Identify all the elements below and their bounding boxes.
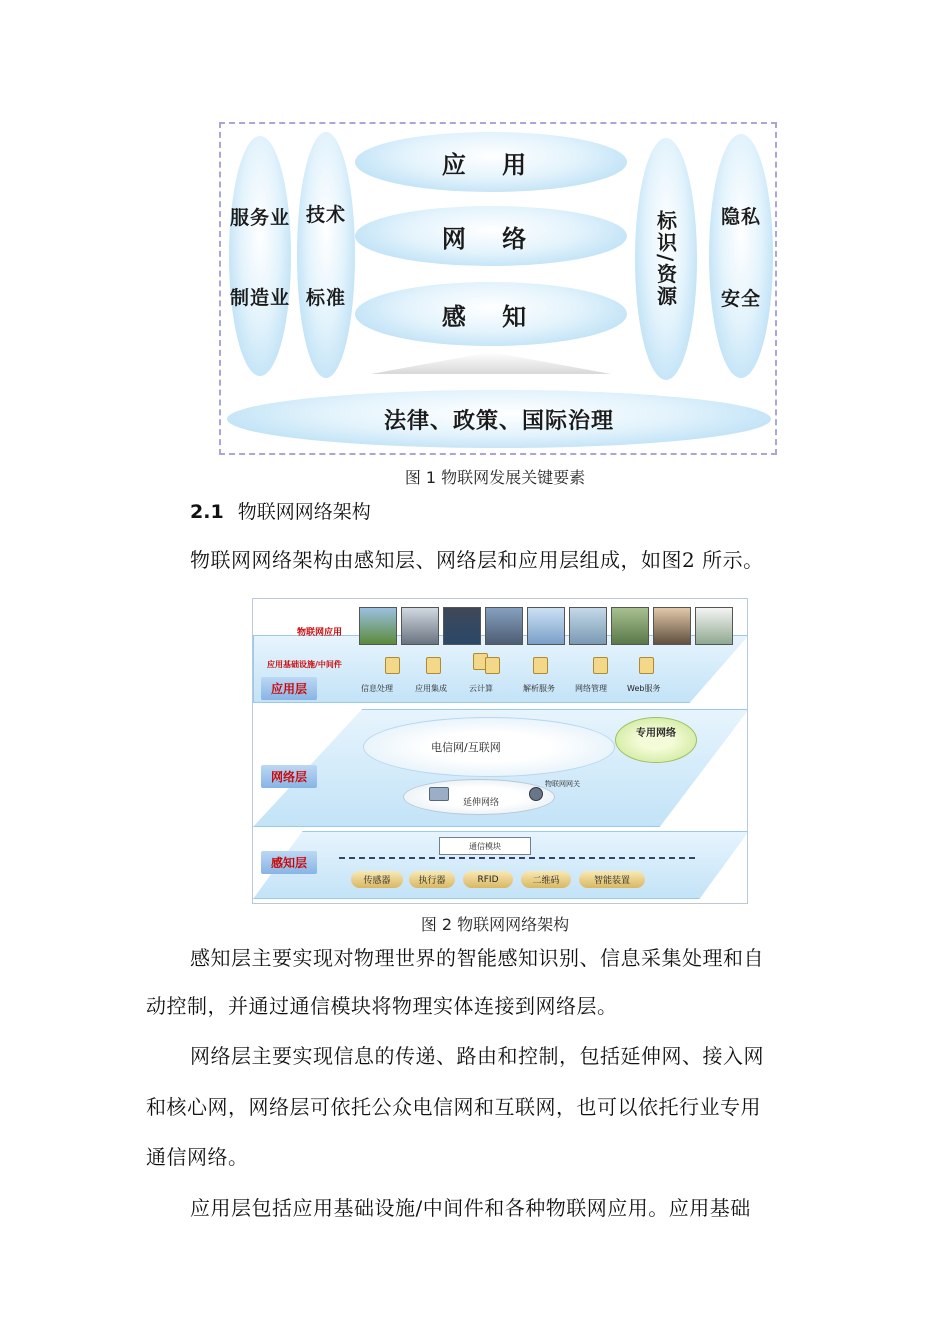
server-icon xyxy=(533,657,548,674)
device-sensor: 传感器 xyxy=(351,871,403,888)
label-identifier-resource: 标识/资源 xyxy=(653,210,678,308)
service-5: 网络管理 xyxy=(575,684,607,693)
app-thumb-1 xyxy=(359,607,397,645)
device-actuator: 执行器 xyxy=(409,871,455,888)
app-thumb-5 xyxy=(527,607,565,645)
extended-net-label: 延伸网络 xyxy=(463,798,500,808)
label-service-industry: 服务业 xyxy=(229,206,290,229)
layer-net-label: 网络层 xyxy=(261,765,317,788)
layer-perception xyxy=(355,282,627,346)
label-law-policy: 法律、政策、国际治理 xyxy=(383,408,614,434)
service-1: 信息处理 xyxy=(361,684,393,693)
app-thumb-4 xyxy=(485,607,523,645)
service-3: 云计算 xyxy=(469,684,493,693)
paragraph-1-line-1: 感知层主要实现对物理世界的智能感知识别、信息采集处理和自 xyxy=(190,946,764,970)
figure-1-iot-key-elements xyxy=(219,122,777,455)
figure-2-iot-architecture xyxy=(252,598,748,904)
layer-sense-label: 感知层 xyxy=(261,851,317,874)
section-heading xyxy=(190,497,371,524)
right-inner-ellipse xyxy=(635,138,697,380)
middleware-label: 应用基础设施/中间件 xyxy=(267,660,342,669)
telecom-label: 电信网/互联网 xyxy=(431,741,501,754)
layer-app-label: 应用层 xyxy=(261,677,317,700)
server-icon xyxy=(593,657,608,674)
label-security: 安全 xyxy=(720,287,761,310)
figure-1-caption: 图 1 物联网发展关键要素 xyxy=(404,468,586,487)
section-number: 2.1 xyxy=(190,501,224,523)
app-thumb-3 xyxy=(443,607,481,645)
paragraph-3-line-1: 应用层包括应用基础设施/中间件和各种物联网应用。应用基础 xyxy=(190,1196,751,1220)
server-icon xyxy=(385,657,400,674)
gateway-label: 物联网网关 xyxy=(545,780,580,788)
service-2: 应用集成 xyxy=(415,684,447,693)
computer-icon xyxy=(429,787,449,801)
layer-network xyxy=(355,206,627,266)
label-perception: 感 知 xyxy=(441,302,541,331)
app-thumb-7 xyxy=(611,607,649,645)
intro-paragraph: 物联网网络架构由感知层、网络层和应用层组成，如图2 所示。 xyxy=(190,548,764,572)
foundation-ellipse xyxy=(227,390,771,448)
device-qrcode: 二维码 xyxy=(521,871,571,888)
comm-module-box xyxy=(439,837,531,855)
server-icon xyxy=(426,657,441,674)
device-smart: 智能装置 xyxy=(579,871,645,888)
app-thumb-8 xyxy=(653,607,691,645)
app-banner: 物联网应用 xyxy=(297,628,343,638)
left-outer-ellipse xyxy=(229,136,291,376)
dashed-divider xyxy=(339,857,695,859)
server-icon xyxy=(485,657,500,674)
left-inner-ellipse xyxy=(297,132,355,378)
paragraph-2-line-3: 通信网络。 xyxy=(146,1145,249,1169)
pyramid-base xyxy=(371,346,611,376)
app-thumb-6 xyxy=(569,607,607,645)
label-application: 应 用 xyxy=(441,150,541,179)
app-thumb-2 xyxy=(401,607,439,645)
paragraph-2-line-1: 网络层主要实现信息的传递、路由和控制，包括延伸网、接入网 xyxy=(190,1044,764,1068)
label-manufacturing: 制造业 xyxy=(229,286,290,309)
private-net-label: 专用网络 xyxy=(636,728,676,739)
label-privacy: 隐私 xyxy=(720,205,761,228)
right-outer-ellipse xyxy=(709,134,773,378)
label-standard: 标准 xyxy=(305,287,346,309)
layer-application xyxy=(355,132,627,192)
label-network: 网 络 xyxy=(441,224,541,253)
comm-module-label: 通信模块 xyxy=(469,841,501,851)
device-rfid: RFID xyxy=(463,871,513,888)
service-4: 解析服务 xyxy=(523,684,555,693)
server-icon xyxy=(639,657,654,674)
paragraph-2-line-2: 和核心网，网络层可依托公众电信网和互联网，也可以依托行业专用 xyxy=(146,1095,761,1119)
service-6: Web服务 xyxy=(627,684,661,693)
figure-2-caption: 图 2 物联网网络架构 xyxy=(420,915,570,934)
label-technology: 技术 xyxy=(305,204,346,226)
app-thumb-9 xyxy=(695,607,733,645)
section-title: 物联网网络架构 xyxy=(237,501,371,523)
gateway-icon xyxy=(529,787,543,801)
paragraph-1-line-2: 动控制，并通过通信模块将物理实体连接到网络层。 xyxy=(146,994,618,1018)
